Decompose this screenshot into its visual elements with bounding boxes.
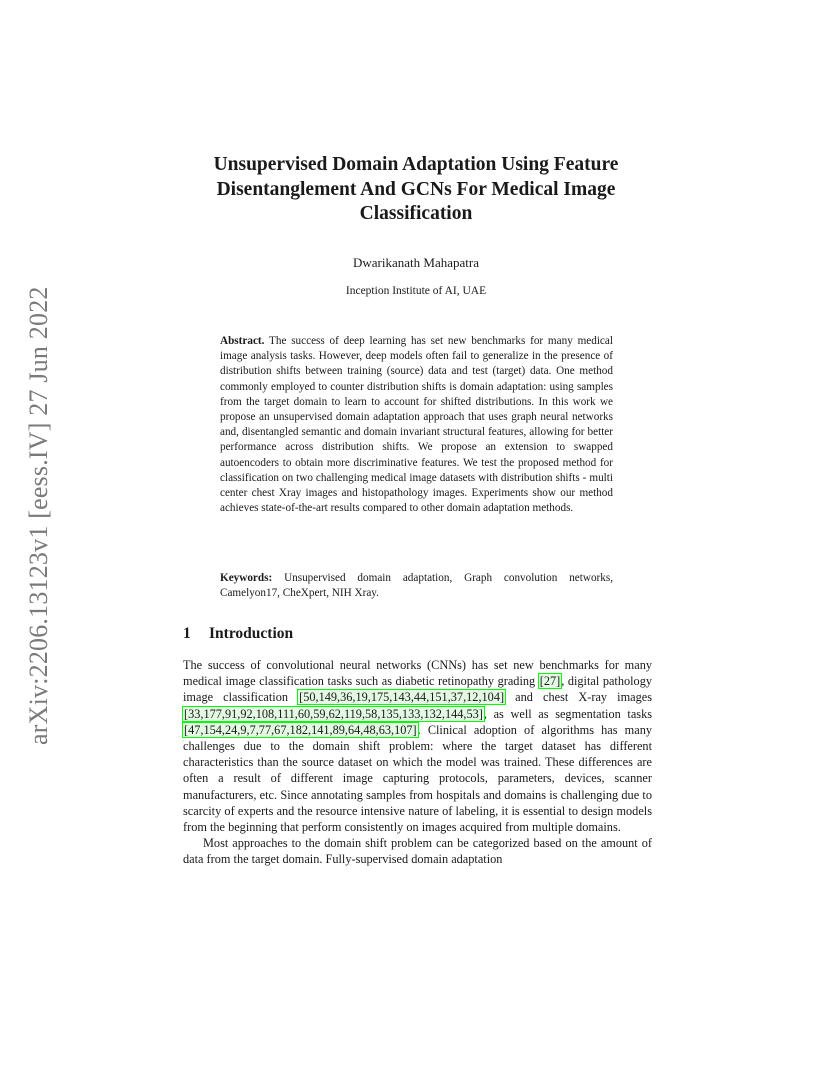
paragraph-1-text-4: , as well as segmentation tasks [483,706,652,721]
section-title: Introduction [209,625,294,642]
citation-link[interactable]: [47,154,24,9,7,77,67,182,141,89,64,48,63,107] [184,722,417,737]
body-text [183,657,652,868]
abstract-text: The success of deep learning has set new benchmarks for many medical image analysis tasks. However, deep models often fail to generalize in the presence of distribution shifts between training (source) data and test (target) data. One method commonly employed to counter distribution shifts is domain adaptation: using samples from the target domain to learn to account for shifted distributions. In this work we propose an unsupervised domain adaptation approach that uses graph neural networks and, disentangled semantic and domain invariant structural features, allowing for better performance across distribution shifts. We propose an extension to swapped autoencoders to obtain more discriminative features. We test the proposed method for classification on two challenging medical image datasets with distribution shifts - multi center chest Xray images and histopathology images. Experiments show our method achieves state-of-the-art results compared to other domain adaptation methods. [220,335,613,515]
arxiv-identifier: arXiv:2206.13123v1 [eess.IV] 27 Jun 2022 [24,286,53,745]
section-number: 1 [183,625,191,642]
citation-link[interactable]: [50,149,36,19,175,143,44,151,37,12,104] [299,690,505,705]
paragraph-2: Most approaches to the domain shift problem can be categorized based on the amount of data from the target domain. Fully-supervised domain adaptation [183,836,652,867]
paragraph-1-text-3: and chest X-ray images [505,690,652,705]
paragraph-1-text-2: , digital pathology image classification [183,674,653,705]
abstract-label: Abstract. [220,335,265,347]
citation-link[interactable]: [27] [539,674,561,689]
section-heading [183,624,653,644]
keywords [220,571,613,601]
paragraph-1 [183,657,652,835]
keywords-label: Keywords: [220,572,273,584]
paper-title: Unsupervised Domain Adaptation Using Feature Disentanglement And GCNs For Medical Image Classification [213,154,619,224]
paragraph-1-text-1: The success of convolutional neural networks (CNNs) has set new benchmarks for many medical image classification tasks such as diabetic retinopathy grading [183,658,652,689]
author-name: Dwarikanath Mahapatra [353,255,479,270]
abstract [220,334,613,516]
keywords-text: Unsupervised domain adaptation, Graph convolution networks, Camelyon17, CheXpert, NIH Xray. [220,572,614,600]
citation-link[interactable]: [33,177,91,92,108,111,60,59,62,119,58,135,133,132,144,53] [184,706,483,721]
paragraph-1-text-5: . Clinical adoption of algorithms has many challenges due to the domain shift problem: where the target dataset has different characteristics than the source dataset on which the model was trained. These differences are often a result of different image capturing protocols, parameters, devices, scanner manufacturers, etc. Since annotating samples from hospitals and domains is challenging due to scarcity of experts and the resource intensive nature of labeling, it is essential to design models from the beginning that perform consistently on images acquired from multiple domains. [183,722,652,835]
author-affiliation: Inception Institute of AI, UAE [345,285,487,297]
